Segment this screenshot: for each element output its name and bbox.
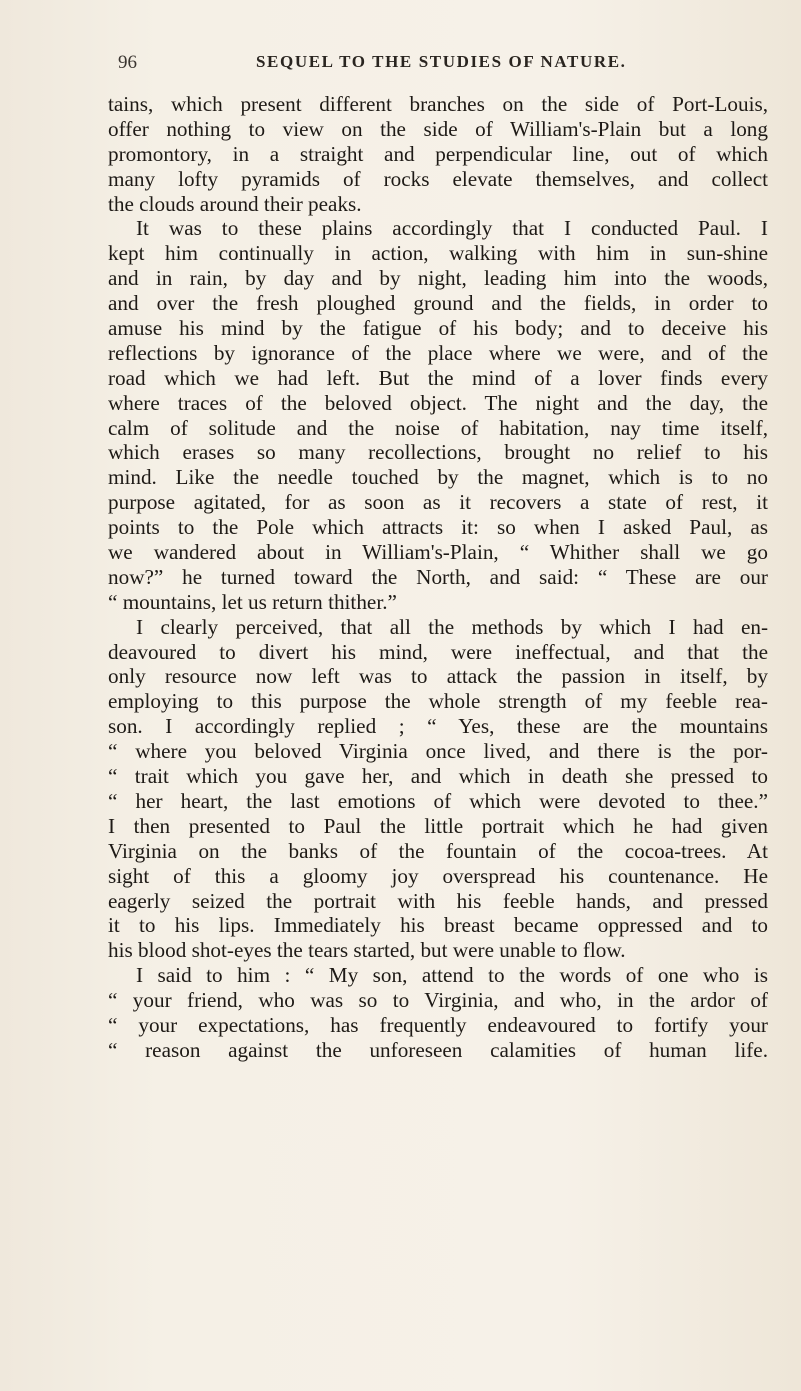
text-line: only resource now left was to attack the passion in itself, by <box>108 664 768 689</box>
text-line: “ her heart, the last emotions of which were devoted to thee.” <box>108 788 768 813</box>
text-line: and over the fresh ploughed ground and the fields, in order to <box>108 291 768 316</box>
text-line: “ your friend, who was so to Virginia, and who, in the ardor of <box>108 988 768 1013</box>
text-line: I then presented to Paul the little portrait which he had given <box>108 813 768 838</box>
text-line: deavoured to divert his mind, were ineffectual, and that the <box>108 639 768 664</box>
text-line: “ your expectations, has frequently endeavoured to fortify your <box>108 1012 768 1037</box>
text-line: reflections by ignorance of the place where we were, and of the <box>108 340 768 365</box>
text-line: purpose agitated, for as soon as it recovers a state of rest, it <box>108 490 768 515</box>
text-line: employing to this purpose the whole strength of my feeble rea- <box>108 689 768 714</box>
text-line: I clearly perceived, that all the methods by which I had en- <box>136 614 768 639</box>
text-line: sight of this a gloomy joy overspread his countenance. He <box>108 863 768 888</box>
text-line: kept him continually in action, walking with him in sun-shine <box>108 241 768 266</box>
running-title: SEQUEL TO THE STUDIES OF NATURE. <box>256 52 627 71</box>
text-line: son. I accordingly replied ; “ Yes, these are the mountains <box>108 714 768 739</box>
text-line: amuse his mind by the fatigue of his body; and to deceive his <box>108 316 768 341</box>
text-line: road which we had left. But the mind of a lover finds every <box>108 365 768 390</box>
text-line: now?” he turned toward the North, and said: “ These are our <box>108 564 768 589</box>
text-line: calm of solitude and the noise of habitation, nay time itself, <box>108 415 768 440</box>
text-line: eagerly seized the portrait with his feeble hands, and pressed <box>108 888 768 913</box>
text-line: “ mountains, let us return thither.” <box>108 589 397 614</box>
text-line: which erases so many recollections, brought no relief to his <box>108 440 768 465</box>
text-line: Virginia on the banks of the fountain of the cocoa-trees. At <box>108 838 768 863</box>
text-line: the clouds around their peaks. <box>108 191 362 216</box>
text-line: I said to him : “ My son, attend to the words of one who is <box>136 963 768 988</box>
text-line: “ reason against the unforeseen calamities of human life. <box>108 1037 768 1062</box>
page-number: 96 <box>118 52 137 73</box>
text-line: it to his lips. Immediately his breast became oppressed and to <box>108 913 768 938</box>
text-line: “ trait which you gave her, and which in death she pressed to <box>108 764 768 789</box>
text-line: and in rain, by day and by night, leading him into the woods, <box>108 266 768 291</box>
text-line: tains, which present different branches on the side of Port-Louis, <box>108 92 768 116</box>
text-line: where traces of the beloved object. The night and the day, the <box>108 390 768 415</box>
text-line: It was to these plains accordingly that I conducted Paul. I <box>136 216 768 241</box>
page-header <box>118 52 758 82</box>
body-text <box>108 92 768 1063</box>
text-line: offer nothing to view on the side of William's-Plain but a long <box>108 116 768 141</box>
text-line: “ where you beloved Virginia once lived, and there is the por- <box>108 739 768 764</box>
text-line: mind. Like the needle touched by the magnet, which is to no <box>108 465 768 490</box>
text-line: points to the Pole which attracts it: so when I asked Paul, as <box>108 515 768 540</box>
text-line: promontory, in a straight and perpendicular line, out of which <box>108 141 768 166</box>
text-line: many lofty pyramids of rocks elevate themselves, and collect <box>108 166 768 191</box>
text-line: we wandered about in William's-Plain, “ Whither shall we go <box>108 540 768 565</box>
text-line: his blood shot-eyes the tears started, but were unable to flow. <box>108 938 626 963</box>
